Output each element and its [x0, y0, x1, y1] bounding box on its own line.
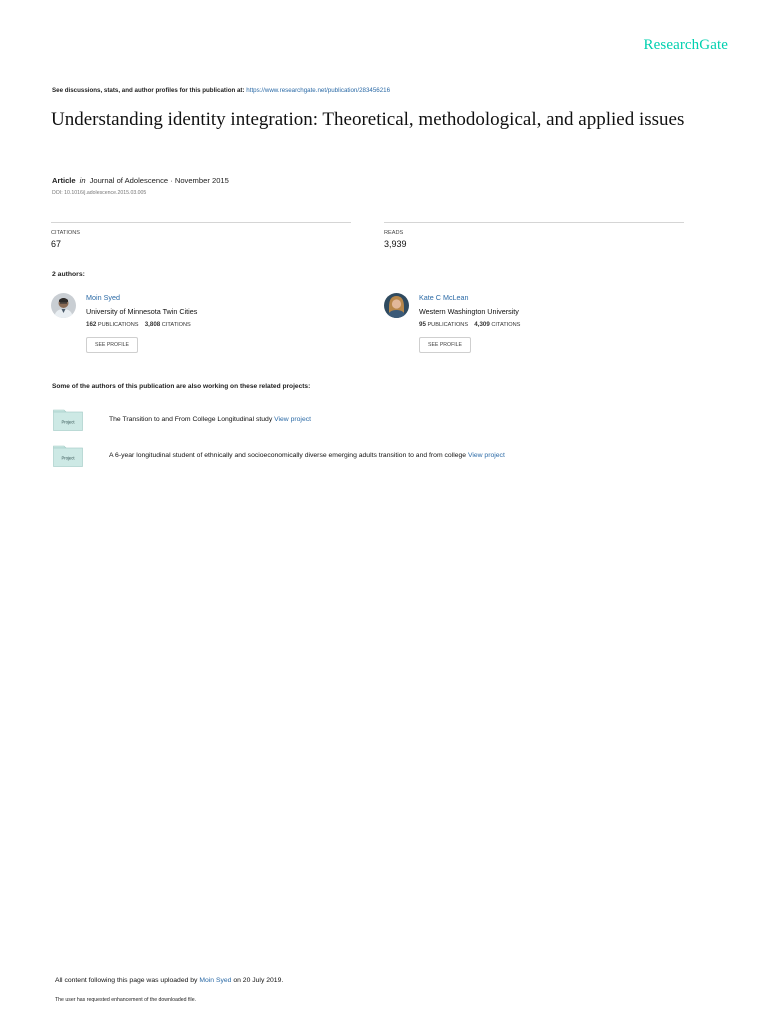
in-label: in — [79, 176, 86, 185]
author-avatar[interactable] — [51, 293, 76, 318]
project-item — [109, 416, 311, 423]
researchgate-logo[interactable]: ResearchGate — [643, 37, 728, 53]
author-name-link[interactable]: Kate C McLean — [419, 293, 469, 302]
author-stats — [86, 321, 191, 328]
author-stats — [419, 321, 520, 328]
reads-value: 3,939 — [384, 239, 407, 249]
publication-type: Article — [52, 176, 76, 185]
publication-url-link[interactable]: https://www.researchgate.net/publication/283456216 — [246, 87, 391, 94]
see-profile-button[interactable]: SEE PROFILE — [419, 337, 471, 353]
see-discussions-line — [52, 87, 390, 94]
author-card — [384, 293, 684, 357]
see-discussions-text: See discussions, stats, and author profiles for this publication at: — [52, 87, 245, 94]
project-folder-icon[interactable] — [53, 409, 83, 431]
view-project-link[interactable]: View project — [274, 416, 312, 423]
see-profile-button[interactable]: SEE PROFILE — [86, 337, 138, 353]
author-avatar[interactable] — [384, 293, 409, 318]
authors-heading: 2 authors: — [52, 271, 85, 278]
view-project-link[interactable]: View project — [467, 452, 505, 459]
author-citations-count: 3,808 — [144, 321, 161, 328]
project-icon-label: Project — [61, 455, 75, 461]
project-title: The Transition to and From College Longitudinal study — [109, 416, 273, 423]
publication-meta — [52, 176, 229, 185]
upload-prefix: All content following this page was uploaded by — [55, 977, 198, 984]
project-folder-icon[interactable] — [53, 445, 83, 467]
enhancement-note: The user has requested enhancement of the downloaded file. — [55, 997, 197, 1003]
project-icon-label: Project — [61, 419, 75, 425]
project-item — [109, 452, 505, 459]
citations-label: CITATIONS — [51, 230, 81, 236]
author-citations-count: 4,309 — [474, 321, 490, 328]
author-citations-label: CITATIONS — [491, 322, 521, 328]
author-institution: Western Washington University — [419, 307, 519, 316]
doi[interactable]: DOI: 10.1016/j.adolescence.2015.03.005 — [52, 190, 147, 196]
author-publications-label: PUBLICATIONS — [97, 322, 139, 328]
divider-citations — [51, 222, 351, 223]
author-institution: University of Minnesota Twin Cities — [86, 307, 198, 316]
project-title: A 6-year longitudinal student of ethnically and socioeconomically diverse emerging adults transition to and from college — [109, 452, 467, 459]
journal-and-date[interactable]: Journal of Adolescence · November 2015 — [89, 176, 229, 185]
reads-stat — [384, 230, 407, 249]
author-card — [51, 293, 351, 357]
citations-stat — [51, 230, 80, 249]
author-name-link[interactable]: Moin Syed — [86, 293, 120, 302]
reads-label: READS — [384, 230, 404, 236]
upload-date: on 20 July 2019. — [233, 977, 284, 984]
related-projects-heading: Some of the authors of this publication are also working on these related projects: — [52, 383, 311, 390]
publication-title: Understanding identity integration: Theoretical, methodological, and applied issues — [51, 109, 685, 130]
uploader-link[interactable]: Moin Syed — [199, 977, 232, 984]
author-publications-count: 162 — [86, 321, 97, 328]
divider-reads — [384, 222, 684, 223]
author-publications-label: PUBLICATIONS — [427, 322, 469, 328]
author-citations-label: CITATIONS — [161, 322, 191, 328]
citations-value: 67 — [51, 239, 62, 249]
author-publications-count: 95 — [419, 321, 426, 328]
upload-note — [55, 977, 283, 984]
